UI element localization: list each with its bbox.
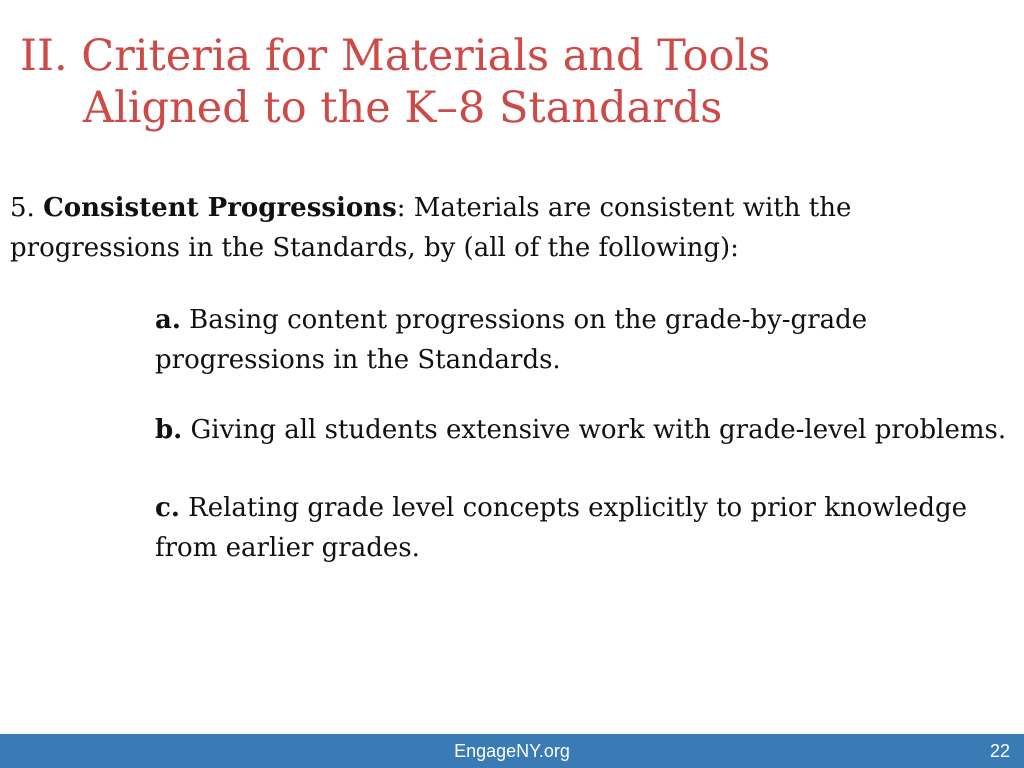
sub-item-text: Relating grade level concepts explicitly to prior knowledge from earlier grades.	[155, 493, 967, 563]
slide-title	[20, 30, 1010, 134]
sub-item-c	[155, 488, 1015, 568]
sub-item-letter: a.	[155, 305, 181, 335]
criterion-paragraph	[10, 188, 1000, 268]
footer-bar	[0, 734, 1024, 768]
footer-page-number: 22	[989, 741, 1010, 761]
sub-item-text: Basing content progressions on the grade-by-grade progressions in the Standards.	[155, 305, 868, 375]
sub-item-text: Giving all students extensive work with grade-level problems.	[190, 415, 1007, 445]
criterion-number: 5.	[10, 193, 35, 223]
sub-item-letter: b.	[155, 415, 183, 445]
sub-item-a	[155, 300, 1015, 380]
criterion-sub-items	[155, 300, 1015, 568]
footer-site-name: EngageNY.org	[454, 741, 570, 761]
sub-item-letter: c.	[155, 493, 180, 523]
slide-title-line-1: II. Criteria for Materials and Tools	[20, 31, 771, 81]
criterion-text: : Materials are consistent with the progressions in the Standards, by (all of the following):	[10, 193, 852, 263]
sub-item-b	[155, 410, 1015, 450]
slide-title-line-2: Aligned to the K–8 Standards	[83, 83, 723, 133]
criterion-heading: Consistent Progressions	[43, 193, 397, 223]
